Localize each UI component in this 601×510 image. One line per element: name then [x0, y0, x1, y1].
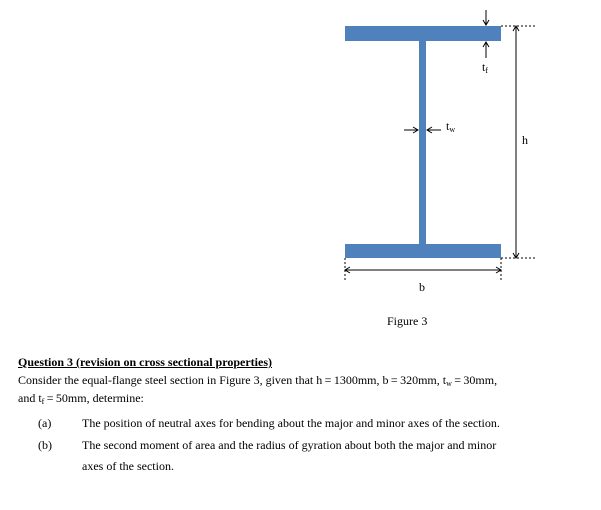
item-a-marker: (a) — [38, 416, 52, 430]
b-dimension — [345, 258, 501, 282]
item-b-text: The second moment of area and the radius of gyration about both the major and minor — [82, 438, 497, 452]
figure-caption: Figure 3 — [387, 314, 428, 328]
top-flange — [345, 26, 501, 41]
question-intro-line-1: Consider the equal-flange steel section in Figure 3, given that h = 1300mm, b = 320mm, $t_w = 30mm$, — [18, 373, 498, 388]
b-label: b — [419, 280, 425, 294]
item-b-text-continued: axes of the section. — [82, 459, 174, 473]
question-intro-line-2: and $t_f = 50mm$, determine: — [18, 391, 144, 406]
item-a-text: The position of neutral axes for bending about the major and minor axes of the section. — [82, 416, 500, 430]
tw-label: tw — [446, 119, 456, 134]
bottom-flange — [345, 244, 501, 258]
web — [419, 41, 426, 244]
h-dimension — [501, 26, 535, 258]
h-label: h — [522, 133, 528, 147]
item-b-marker: (b) — [38, 438, 52, 452]
question-title: Question 3 (revision on cross sectional properties) — [18, 355, 272, 369]
tf-label: tf — [482, 60, 489, 75]
